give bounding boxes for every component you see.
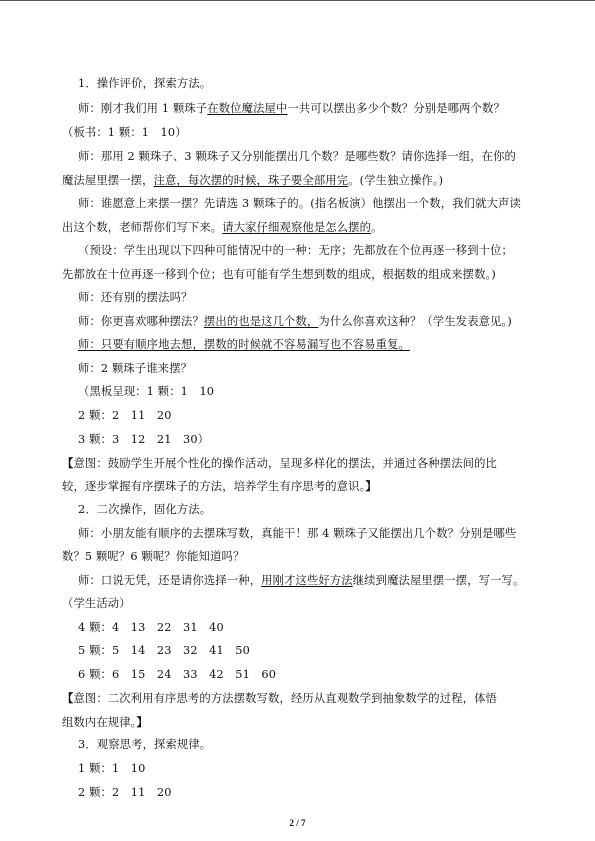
result-line: 4 颗：4 13 22 31 40 — [78, 621, 224, 634]
paragraph-line: （学生活动） — [62, 597, 131, 610]
page-number: 2 / 7 — [289, 818, 306, 828]
intent-note-line: 【意图：二次利用有序思考的方法摆数写数，经历从直观数学到抽象数学的过程，体悟 — [62, 691, 497, 705]
intent-note-line: 较，逐步掌握有序摆珠子的方法，培养学生有序思考的意识。】 — [62, 479, 377, 493]
paragraph-line: 师：刚才我们用 1 颗珠子在数位魔法屋中一共可以摆出多少个数？分别是哪两个数？ — [78, 102, 505, 115]
paragraph-line: 师：你更喜欢哪种摆法？摆出的也是这几个数，为什么你喜欢这种？（学生发表意见。) — [78, 315, 512, 328]
paragraph-line: （预设：学生出现以下四种可能情况中的一种：无序；先都放在个位再逐一移到十位； — [78, 244, 513, 257]
paragraph-line: （板书：1 颗：1 10） — [62, 126, 187, 139]
result-line: 6 颗：6 15 24 33 42 51 60 — [78, 668, 277, 681]
section-heading-2: 2．二次操作，固化方法。 — [78, 503, 212, 516]
intent-note-line: 组数内在规律。】 — [62, 715, 148, 729]
board-line: （黑板呈现：1 颗：1 10 — [78, 385, 215, 398]
section-heading-3: 3．观察思考，探索规律。 — [78, 738, 212, 751]
paragraph-line: 师：只要有顺序地去想，摆数的时候就不容易漏写也不容易重复。 — [78, 338, 410, 351]
paragraph-line: 师：小朋友能有顺序的去摆珠写数，真能干！那 4 颗珠子又能摆出几个数？分别是哪些 — [78, 527, 517, 540]
paragraph-line: 魔法屋里摆一摆，注意，每次摆的时候，珠子要全部用完。(学生独立操作。) — [62, 174, 444, 187]
paragraph-line: 师：口说无凭，还是请你选择一种，用刚才这些好方法继续到魔法屋里摆一摆，写一写。 — [78, 574, 525, 587]
paragraph-line: 师：还有别的摆法吗？ — [78, 291, 193, 304]
paragraph-line: 师：谁愿意上来摆一摆？先请选 3 颗珠子的。(指名板演）他摆出一个数，我们就大声读 — [78, 197, 521, 210]
page-top-border — [0, 0, 595, 1]
board-line: 3 颗：3 12 21 30） — [78, 433, 210, 446]
result-line: 1 颗：1 10 — [78, 762, 146, 775]
result-line: 5 颗：5 14 23 32 41 50 — [78, 644, 250, 657]
board-line: 2 颗：2 11 20 — [78, 409, 172, 422]
paragraph-line: 师：2 颗珠子谁来摆？ — [78, 362, 193, 375]
paragraph-line: 出这个数，老师帮你们写下来。请大家仔细观察他是怎么摆的。 — [62, 221, 383, 234]
section-heading-1: 1．操作评价，探索方法。 — [78, 77, 212, 90]
paragraph-line: 数？5 颗呢？6 颗呢？你能知道吗？ — [62, 550, 245, 563]
paragraph-line: 先都放在十位再逐一移到个位；也有可能有学生想到数的组成，根据数的组成来摆数。) — [62, 268, 496, 281]
paragraph-line: 师：那用 2 颗珠子、3 颗珠子又分别能摆出几个数？是哪些数？请你选择一组，在你的 — [78, 150, 516, 163]
result-line: 2 颗：2 11 20 — [78, 786, 172, 799]
intent-note-line: 【意图：鼓励学生开展个性化的操作活动，呈现多样化的摆法，并通过各种摆法间的比 — [62, 456, 497, 470]
